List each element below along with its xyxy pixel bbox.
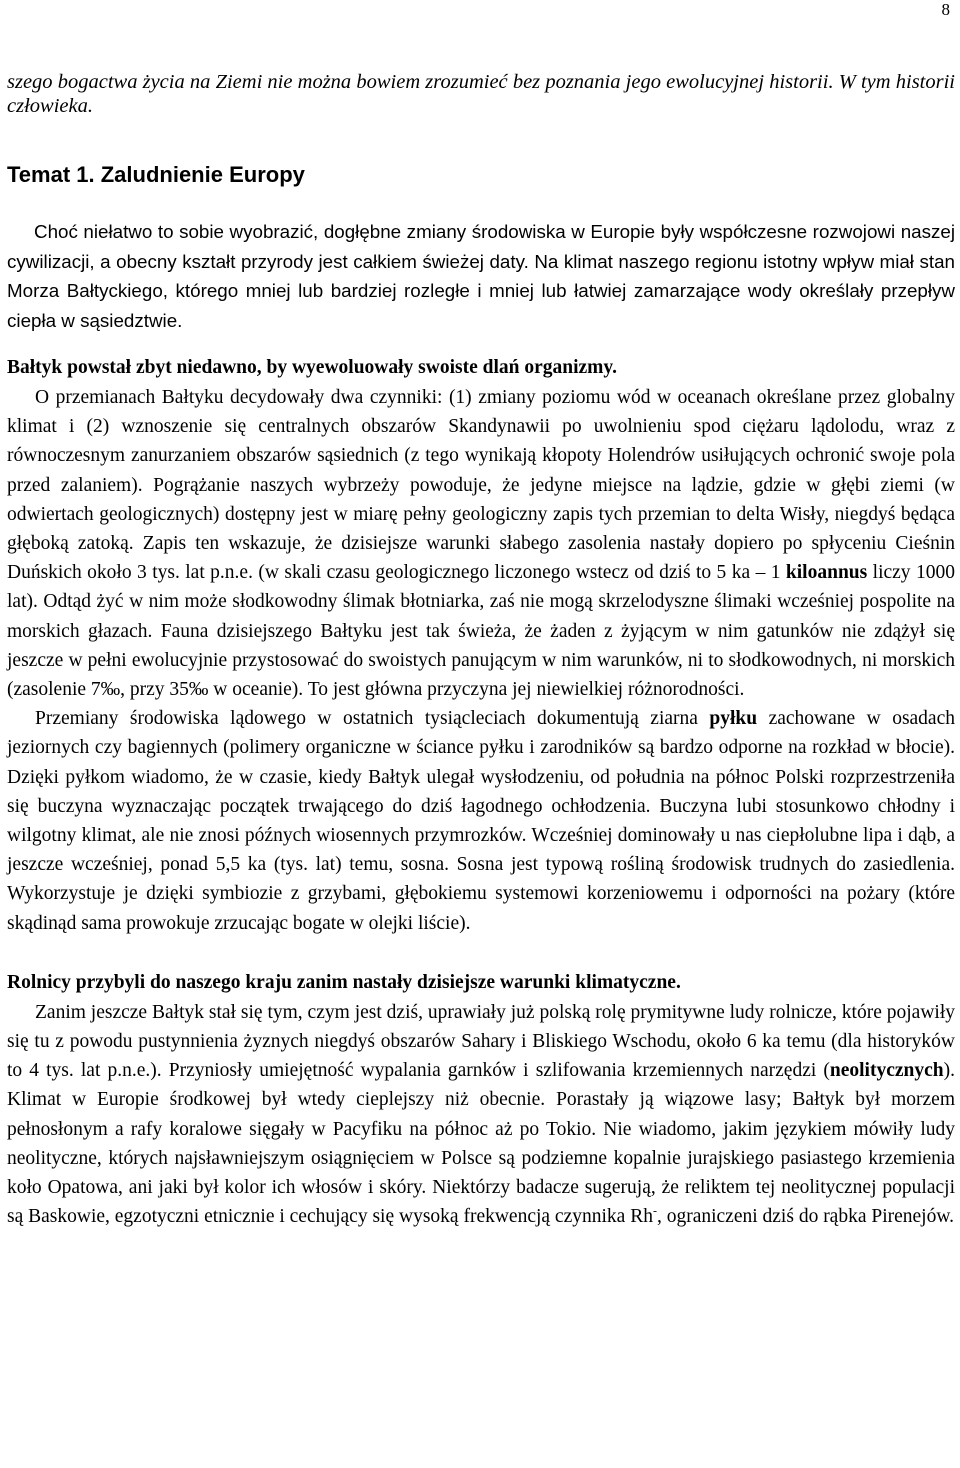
intro-paragraph: szego bogactwa życia na Ziemi nie można bowiem zrozumieć bez poznania jego ewolucyjnej historii. W tym historii człowieka.	[7, 71, 955, 117]
pollen-term: pyłku	[709, 708, 758, 730]
baltic-heading: Bałtyk powstał zbyt niedawno, by wyewoluowały swoiste dlań organizmy.	[7, 357, 617, 378]
farmers-heading: Rolnicy przybyli do naszego kraju zanim nastały dzisiejsze warunki klimatyczne.	[7, 971, 681, 993]
baltic-paragraph	[7, 383, 955, 704]
section-intro-paragraph: Choć niełatwo to sobie wyobrazić, dogłębne zmiany środowiska w Europie były współczesne rozwojowi naszej cywilizacji, a obecny kształt przyrody jest całkiem świeżej daty. Na klimat naszego regionu istotny wpływ miał stan Morza Bałtyckiego, którego mniej lub bardziej rozległe i mniej lub łatwiej zamarzające wody określały przepływ ciepła w sąsiedztwie.	[7, 221, 955, 331]
rh-superscript: -	[652, 1203, 657, 1218]
pollen-paragraph	[7, 704, 955, 938]
pollen-text-2: zachowane w osadach jeziornych czy bagiennych (polimery organiczne w ściance pyłku i zarodników są bardzo odporne na rozkład w błocie). Dzięki pyłkom wiadomo, że w czasie, kiedy Bałtyk ulegał wysłodzeniu, od południa na północ Polski rozprzestrzeniła się buczyna wyznaczając początek trwającego do dziś łagodnego ochłodzenia. Buczyna lubi stosunkowo chłodny i wilgotny klimat, ale nie znosi późnych wiosennych przymrozków. Wcześniej dominowały u nas ciepłolubne lipa i dąb, a jeszcze wcześniej, ponad 5,5 ka (tys. lat) temu, sosna. Sosna jest typową rośliną środowisk trudnych do zasiedlenia. Wykorzystuje je dzięki symbiozie z grzybami, głębokiemu systemowi korzeniowemu i odporności na pożary (które skądinąd sama prowokuje zrzucając bogate w olejki liście).	[7, 708, 955, 934]
section-title: Temat 1. Zaludnienie Europy	[7, 162, 305, 187]
kiloannus-term: kiloannus	[785, 562, 868, 584]
baltic-text-2: liczy 1000 lat). Odtąd żyć w nim może słodkowodny ślimak błotniarka, zaś nie mogą skrzelodyszne ślimaki wcześniej pospolite na morskich głazach. Fauna dzisiejszego Bałtyku jest tak świeża, że żaden z żyjącym w nim gatunków nie zdążył się jeszcze w pełni ewolucyjnie przystosować do swoistych panującym w nim warunków, ni to słodkowodnych, ni morskich (zasolenie 7‰, przy 35‰ w oceanie). To jest główna przyczyna jej niewielkiej różnorodności.	[7, 562, 955, 701]
pollen-text-1: Przemiany środowiska lądowego w ostatnich tysiącleciach dokumentują ziarna	[35, 708, 710, 730]
document-body	[7, 70, 955, 1231]
baltic-text-1: O przemianach Bałtyku decydowały dwa czynniki: (1) zmiany poziomu wód w oceanach określane przez globalny klimat i (2) wznoszenie się centralnych obszarów Skandynawii po uwolnieniu spod ciężaru lądolodu, wraz z równoczesnym zanurzaniem obszarów sąsiednich (z tego wynikają kłopoty Holendrów usiłujących ochronić swoje pola przed zalaniem). Pogrążanie naszych wybrzeży powoduje, że jedyne miejsce na lądzie, gdzie w głębi ziemi (w odwiertach geologicznych) dostępny jest w miarę pełny geologiczny zapis tych przemian to delta Wisły, niegdyś będąca głęboką zatoką. Zapis ten wskazuje, że dzisiejsze warunki słabego zasolenia nastały dopiero po spłyceniu Cieśnin Duńskich około 3 tys. lat p.n.e. (w skali czasu geologicznego liczonego wstecz od dziś to 5 ka – 1	[7, 387, 955, 584]
farmers-text-1: Zanim jeszcze Bałtyk stał się tym, czym jest dziś, uprawiały już polską rolę prymitywne ludy rolnicze, które pojawiły się tu z powodu pustynnienia żyznych niegdyś obszarów Sahary i Bliskiego Wschodu, około 6 ka temu (dla historyków to 4 tys. lat p.n.e.). Przyniosły umiejętność wypalania garnków i szlifowania krzemiennych narzędzi (	[7, 1001, 955, 1082]
farmers-text-3: , ograniczeni dziś do rąbka Pirenejów.	[656, 1206, 955, 1228]
page-number: 8	[941, 0, 950, 19]
neolithic-term: neolitycznych	[829, 1060, 944, 1082]
farmers-paragraph	[7, 998, 955, 1232]
farmers-text-2: ). Klimat w Europie środkowej był wtedy cieplejszy niż obecnie. Porastały ją wiązowe lasy; Bałtyk był morzem pełnosłonym a rafy koralowe sięgały w Pacyfiku na północ aż po Tokio. Nie wiadomo, jakim językiem mówiły ludy neolityczne, których najsławniejszym osiągnięciem w Polsce są podziemne kopalnie jurajskiego pasiastego krzemienia koło Opatowa, ani jaki był kolor ich włosów i skóry. Niektórzy badacze sugerują, że reliktem tej neolitycznej populacji są Baskowie, egzotyczni etnicznie i cechujący się wysoką frekwencją czynnika Rh	[7, 1060, 955, 1228]
